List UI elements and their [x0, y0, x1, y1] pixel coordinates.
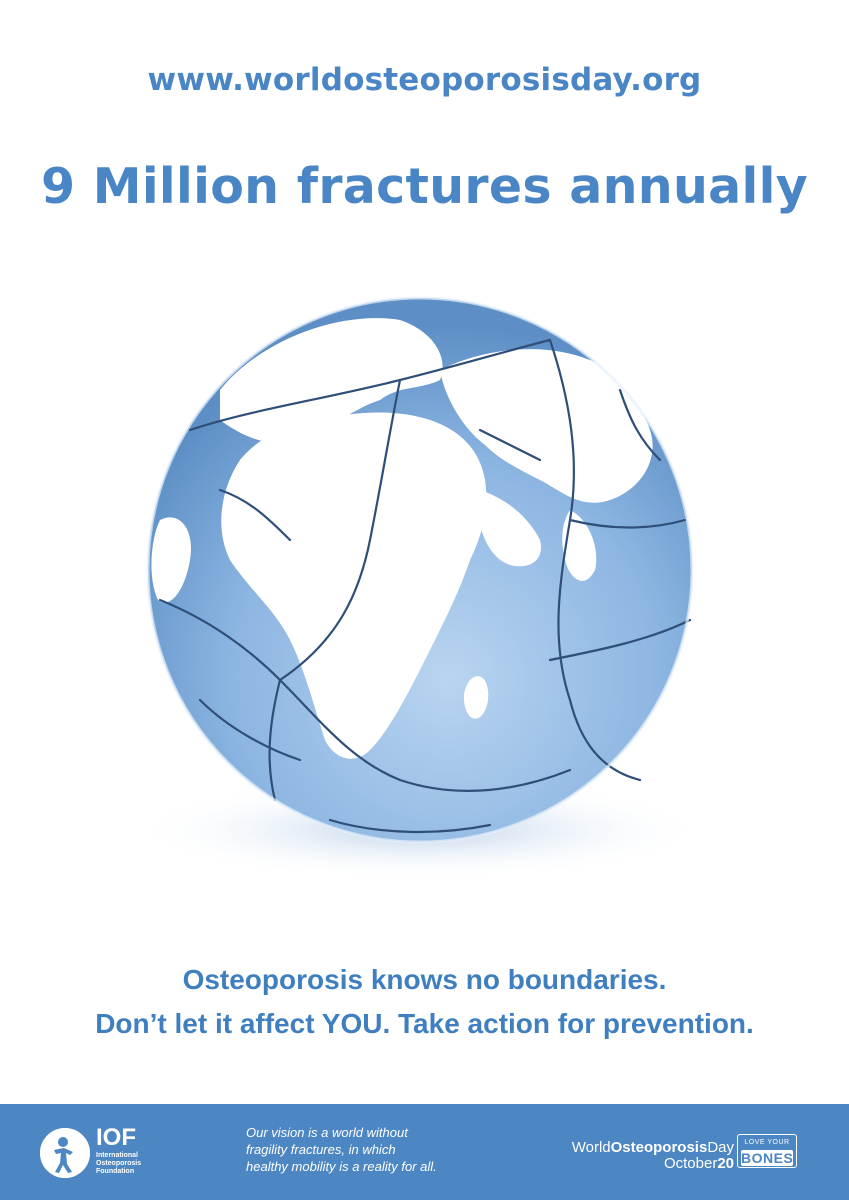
badge-top-text: LOVE YOUR: [744, 1139, 790, 1146]
event-world: World: [571, 1139, 611, 1156]
iof-abbreviation: IOF: [96, 1124, 136, 1151]
badge-bottom-text: BONES: [741, 1150, 794, 1166]
page-title: 9 Million fractures annually: [41, 158, 808, 215]
tagline-line-1: Osteoporosis knows no boundaries.: [182, 964, 667, 995]
iof-name-line-2: Osteoporosis: [96, 1160, 142, 1167]
footer-bar: [0, 1104, 849, 1200]
iof-full-name: [96, 1152, 176, 1176]
event-date-number: 20: [717, 1155, 734, 1172]
love-your-bones-badge: [737, 1134, 797, 1168]
website-url[interactable]: www.worldosteoporosisday.org: [147, 62, 702, 98]
event-osteoporosis: Osteoporosis: [610, 1139, 708, 1156]
vision-line-3: healthy mobility is a reality for all.: [246, 1159, 437, 1174]
vision-statement: [246, 1124, 486, 1175]
iof-name-line-1: International: [96, 1152, 139, 1159]
event-date: [562, 1156, 734, 1172]
iof-figure-logo-icon: [40, 1128, 90, 1178]
iof-logo[interactable]: [40, 1124, 180, 1184]
cracked-globe-illustration: [100, 260, 740, 920]
event-name: [562, 1140, 734, 1156]
world-osteoporosis-day-logo: [562, 1140, 734, 1172]
iof-name-line-3: Foundation: [96, 1168, 135, 1175]
event-day: Day: [707, 1139, 734, 1156]
tagline-line-2: Don’t let it affect YOU. Take action for prevention.: [95, 1008, 754, 1039]
vision-line-2: fragility fractures, in which: [246, 1142, 396, 1157]
event-month: October: [663, 1155, 718, 1172]
vision-line-1: Our vision is a world without: [246, 1125, 408, 1140]
